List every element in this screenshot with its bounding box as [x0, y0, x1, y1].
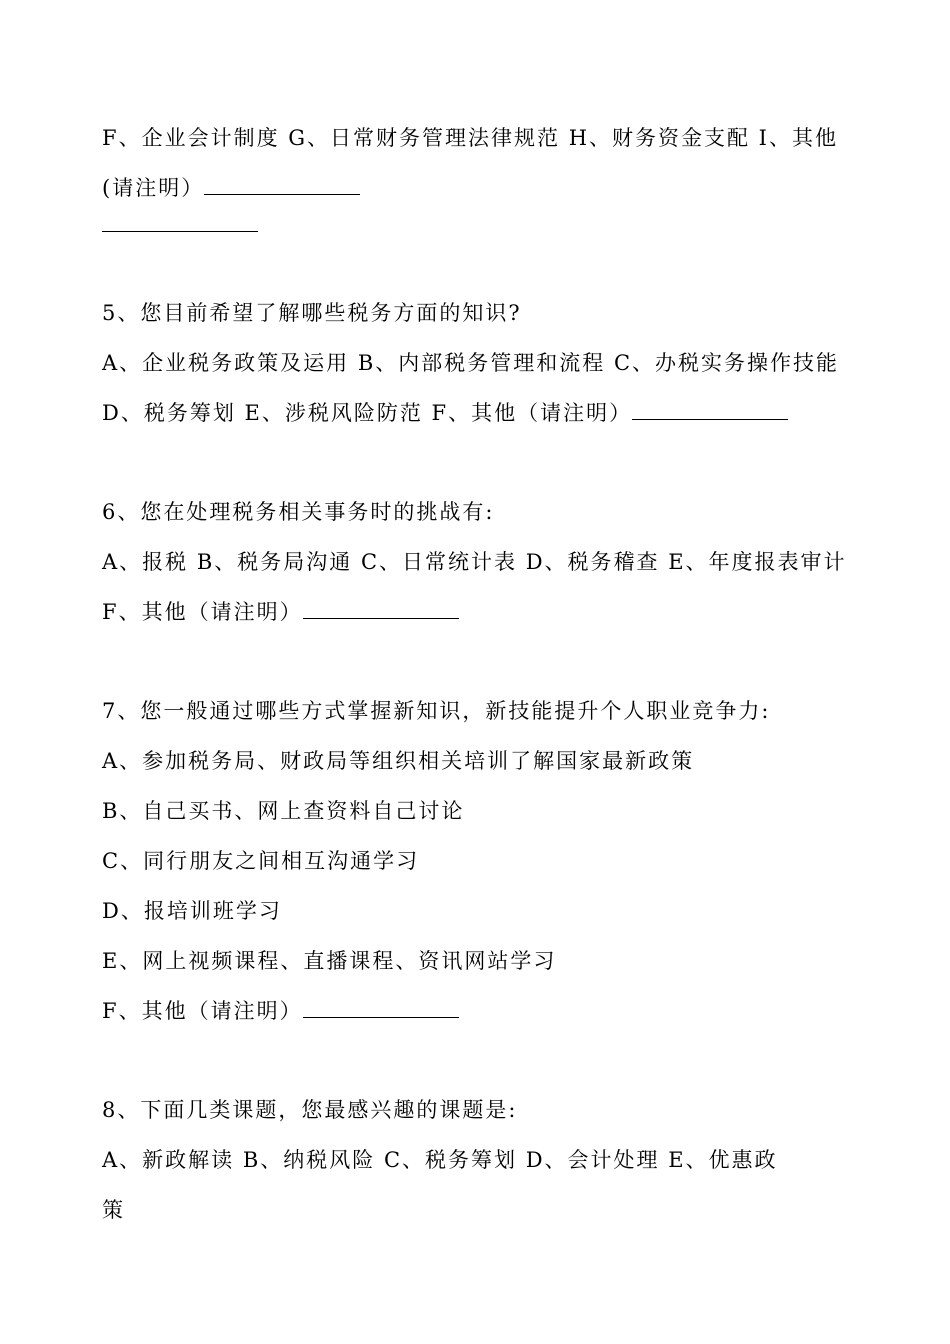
q4-other-line	[102, 173, 360, 203]
q7-question: 7、您一般通过哪些方式掌握新知识，新技能提升个人职业竞争力:	[102, 699, 771, 723]
q5-other-input[interactable]	[632, 399, 788, 420]
q5-question: 5、您目前希望了解哪些税务方面的知识?	[102, 301, 522, 325]
q8-question: 8、下面几类课题，您最感兴趣的课题是:	[102, 1098, 518, 1122]
q7-option-c: C、同行朋友之间相互沟通学习	[102, 849, 420, 873]
q7-option-b: B、自己买书、网上查资料自己讨论	[102, 799, 465, 823]
q7-other-label: F、其他（请注明）	[102, 999, 303, 1023]
q7-option-f	[102, 996, 459, 1026]
q5-options-line-2	[102, 398, 788, 428]
q5-options-line-1: A、企业税务政策及运用 B、内部税务管理和流程 C、办税实务操作技能	[102, 351, 840, 375]
q6-options-line-1: A、报税 B、税务局沟通 C、日常统计表 D、税务稽查 E、年度报表审计	[102, 550, 847, 574]
q4-options-line-1: F、企业会计制度 G、日常财务管理法律规范 H、财务资金支配 I、其他	[102, 126, 838, 150]
q6-other-input[interactable]	[303, 598, 459, 619]
q4-other-input[interactable]	[204, 174, 360, 195]
q7-option-a: A、参加税务局、财政局等组织相关培训了解国家最新政策	[102, 749, 695, 773]
q5-options-line-2-text: D、税务筹划 E、涉税风险防范 F、其他（请注明）	[102, 401, 633, 425]
q7-other-input[interactable]	[303, 997, 459, 1018]
q4-other-label: (请注明）	[102, 176, 205, 200]
q6-question: 6、您在处理税务相关事务时的挑战有:	[102, 500, 495, 524]
q8-options-line-1: A、新政解读 B、纳税风险 C、税务筹划 D、会计处理 E、优惠政	[102, 1148, 778, 1172]
q4-extra-blank[interactable]	[102, 231, 258, 232]
q6-options-line-2	[102, 597, 459, 627]
q7-option-e: E、网上视频课程、直播课程、资讯网站学习	[102, 949, 557, 973]
q8-options-line-2: 策	[102, 1198, 125, 1222]
q6-other-label: F、其他（请注明）	[102, 600, 303, 624]
q7-option-d: D、报培训班学习	[102, 899, 282, 923]
